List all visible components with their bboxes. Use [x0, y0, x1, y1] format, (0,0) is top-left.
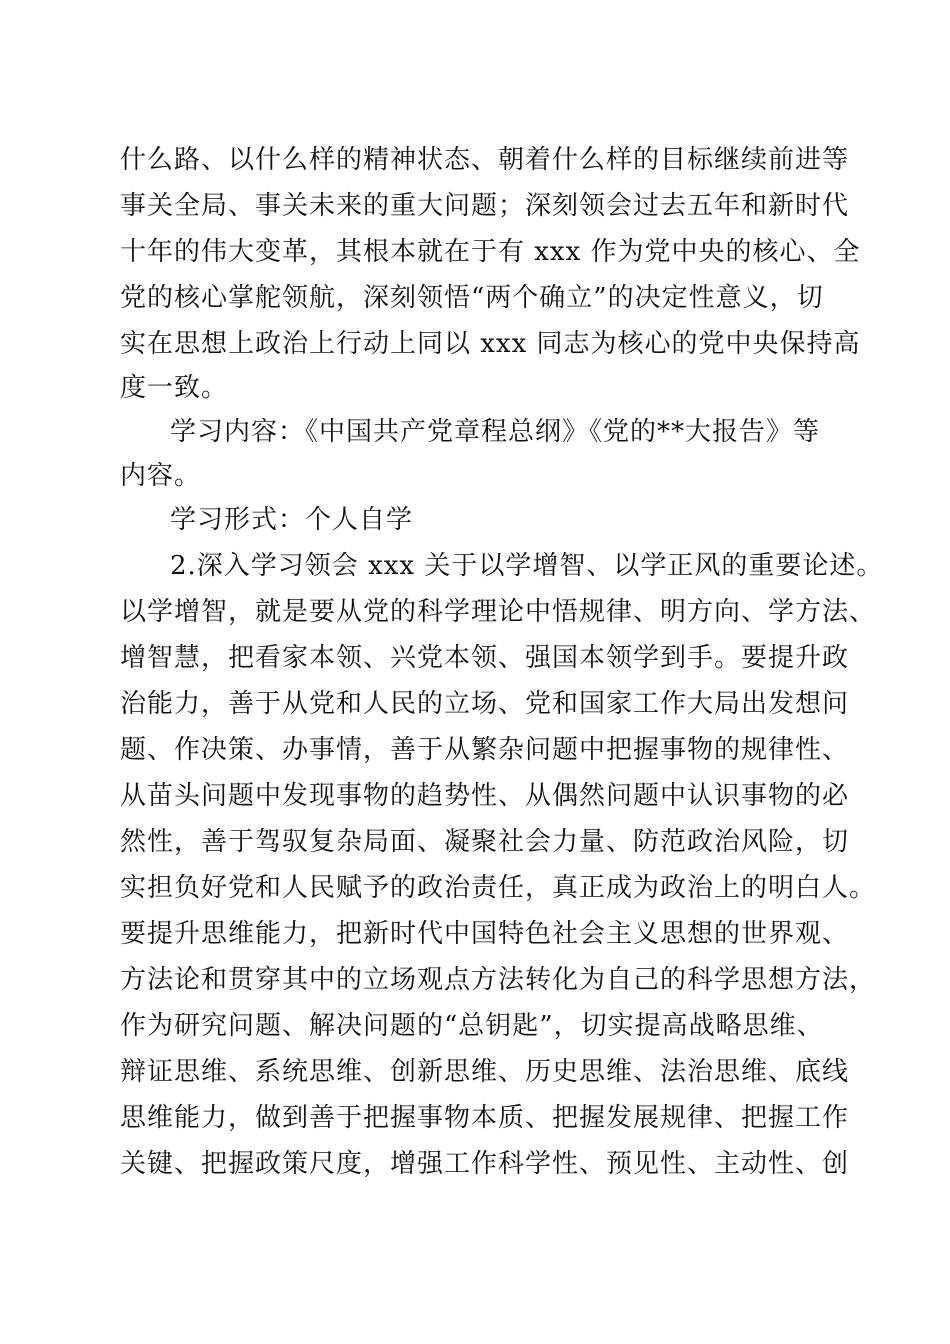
text-line: 以学增智，就是要从党的科学理论中悟规律、明方向、学方法、	[120, 597, 877, 627]
section-heading-line: 2.深入学习领会 xxx 关于以学增智、以学正风的重要论述。	[170, 551, 884, 581]
text-line: 方法论和贯穿其中的立场观点方法转化为自己的科学思想方法，	[120, 965, 877, 995]
text-line: 从苗头问题中发现事物的趋势性、从偶然问题中认识事物的必	[120, 781, 850, 811]
text-line: 辩证思维、系统思维、创新思维、历史思维、法治思维、底线	[120, 1057, 850, 1087]
text-line: 作为研究问题、解决问题的“总钥匙”，切实提高战略思维、	[120, 1011, 824, 1041]
text-line: 度一致。	[120, 373, 229, 403]
text-line: 什么路、以什么样的精神状态、朝着什么样的目标继续前进等	[120, 145, 850, 175]
study-content-line: 学习内容：《中国共产党章程总纲》《党的**大报告》等	[170, 417, 821, 447]
text-line: 治能力，善于从党和人民的立场、党和国家工作大局出发想问	[120, 689, 850, 719]
text-line: 内容。	[120, 461, 202, 491]
text-line: 题、作决策、办事情，善于从繁杂问题中把握事物的规律性、	[120, 735, 850, 765]
text-line: 要提升思维能力，把新时代中国特色社会主义思想的世界观、	[120, 919, 850, 949]
text-line: 实担负好党和人民赋予的政治责任，真正成为政治上的明白人。	[120, 873, 877, 903]
text-line: 事关全局、事关未来的重大问题；深刻领会过去五年和新时代	[120, 191, 850, 221]
text-line: 实在思想上政治上行动上同以 xxx 同志为核心的党中央保持高	[120, 329, 861, 359]
text-line: 关键、把握政策尺度，增强工作科学性、预见性、主动性、创	[120, 1149, 850, 1179]
text-line: 然性，善于驾驭复杂局面、凝聚社会力量、防范政治风险，切	[120, 827, 850, 857]
text-line: 党的核心掌舵领航，深刻领悟“两个确立”的决定性意义，切	[120, 283, 824, 313]
study-form-line: 学习形式：个人自学	[170, 505, 414, 535]
text-line: 增智慧，把看家本领、兴党本领、强国本领学到手。要提升政	[120, 643, 850, 673]
text-line: 思维能力，做到善于把握事物本质、把握发展规律、把握工作	[120, 1103, 850, 1133]
text-line: 十年的伟大变革，其根本就在于有 xxx 作为党中央的核心、全	[120, 237, 861, 267]
